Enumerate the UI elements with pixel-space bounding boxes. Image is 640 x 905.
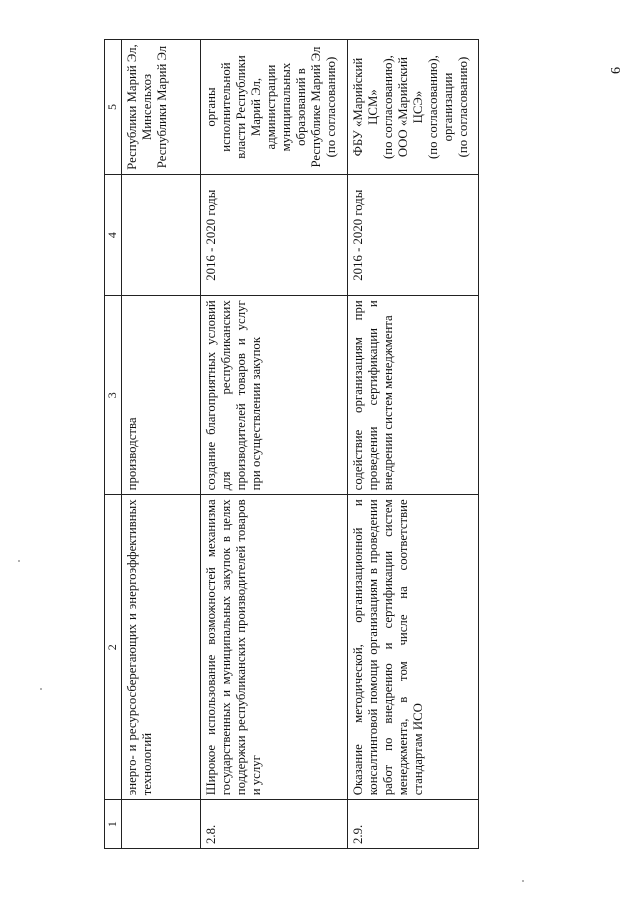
goal-cell: создание благоприятных условий для республиканских производителей товаров и услуг при осуществлении закупок [201,296,348,495]
executor-cell: органы исполнительной власти Республики Марий Эл, администрации муниципальных образований в Республике Марий Эл (по согласованию) [201,40,348,175]
header-col-3: 3 [105,296,122,495]
page-number: 6 [609,67,624,74]
goal-cell: производства [122,296,201,495]
row-number: 2.8. [201,800,348,849]
executor-line: (по согласованию), [426,55,440,159]
scan-speck [522,880,524,882]
table-row [122,40,201,849]
scan-speck [18,560,20,562]
rotated-table-container [104,39,480,849]
executor-line: организации [441,72,455,142]
header-col-4: 4 [105,175,122,296]
activity-cell: Широкое использование возможностей механизма государственных и муниципальных закупок в целях поддержки республиканских производителей товаров и услуг [201,495,348,800]
header-col-5: 5 [105,40,122,175]
table-header-row [105,40,122,849]
period-cell [122,175,201,296]
activity-cell: энерго- и ресурсосберегающих и энергоэффективных технологий [122,495,201,800]
table-row [348,40,479,849]
executor-line: ООО «Марийский ЦСЭ» [396,57,425,158]
header-col-2: 2 [105,495,122,800]
activity-cell: Оказание методической, организационной и консалтинговой помощи организациям в проведении работ по внедрению и сертификации систем менеджмента, в том числе на соответствие стандартам ИСО [348,495,479,800]
header-col-1: 1 [105,800,122,849]
table-row [201,40,348,849]
period-cell: 2016 - 2020 годы [348,175,479,296]
executor-cell: Республики Марий Эл, Минсельхоз Республики Марий Эл [122,40,201,175]
executor-cell [348,40,479,175]
executor-line: ФБУ «Марийский ЦСМ» [351,57,380,157]
period-cell: 2016 - 2020 годы [201,175,348,296]
row-number: 2.9. [348,800,479,849]
measures-table [104,39,479,849]
executor-line: (по согласованию), [381,55,395,159]
scan-speck [40,688,42,690]
executor-line: (по согласованию) [456,56,470,158]
row-number [122,800,201,849]
goal-cell: содействие организациям при проведении сертификации и внедрении систем менеджмента [348,296,479,495]
